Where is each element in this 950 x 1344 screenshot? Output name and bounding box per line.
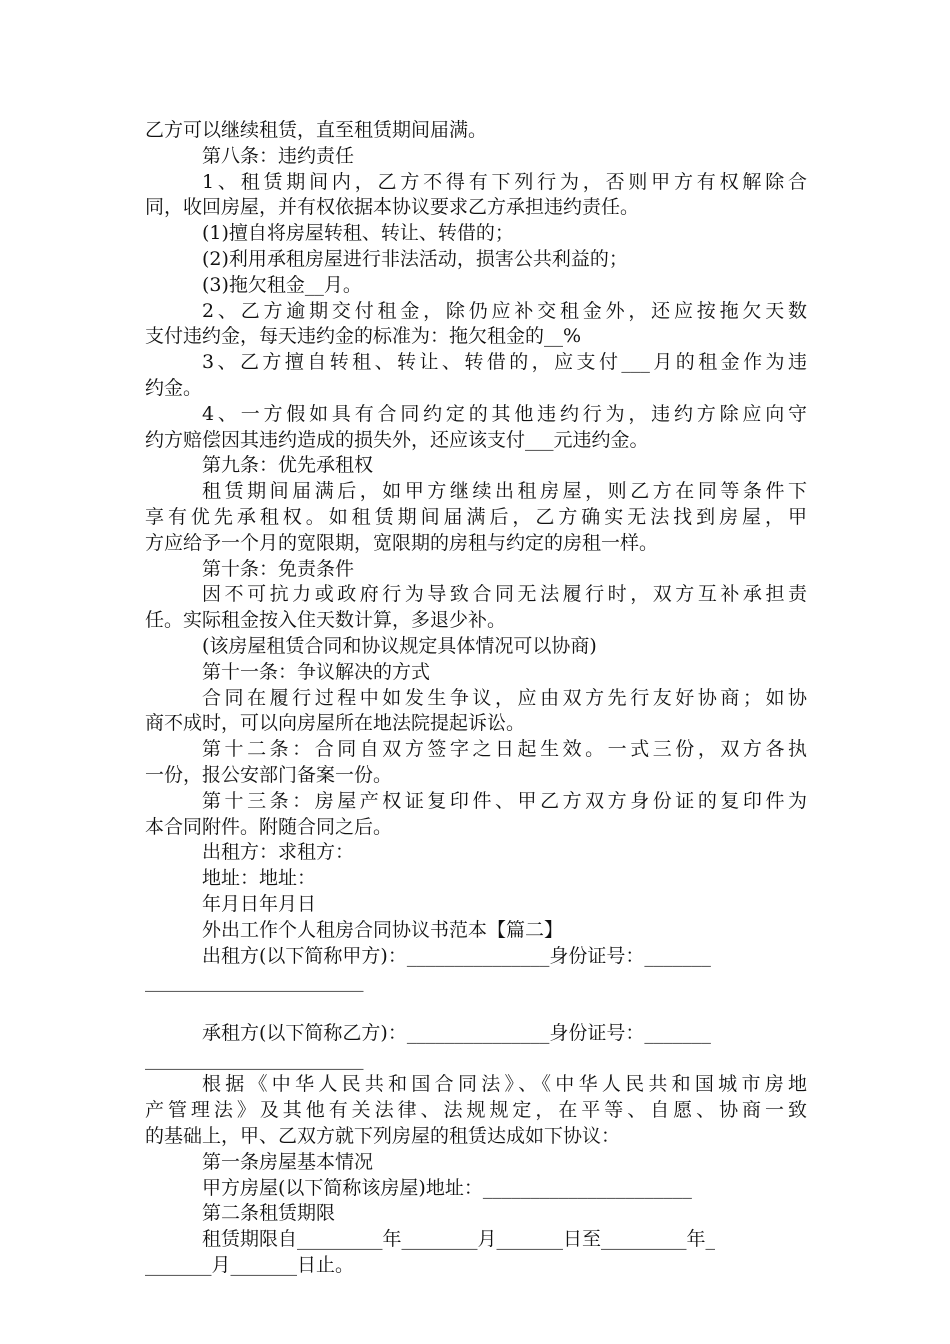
paragraph-line: 第九条：优先承租权 [202,454,374,477]
paragraph-line: 第二条租赁期限 [202,1202,336,1225]
paragraph-line: 3、乙方擅自转租、转让、转借的，应支付___月的租金作为违 [202,351,807,374]
paragraph-line: 第十三条：房屋产权证复印件、甲乙方双方身份证的复印件为 [202,789,807,812]
paragraph-line: 第十一条：争议解决的方式 [202,660,431,683]
paragraph-line: 租赁期限自_________年________月_______日至_________年_ [202,1228,716,1251]
paragraph-line: 2、乙方逾期交付租金，除仍应补交租金外，还应按拖欠天数 [202,299,807,322]
paragraph-line: 根据《中华人民共和国合同法》、《中华人民共和国城市房地 [202,1073,807,1096]
paragraph-line: 外出工作个人租房合同协议书范本【篇二】 [202,918,564,941]
paragraph-line: 甲方房屋(以下简称该房屋)地址：______________________ [202,1176,692,1199]
paragraph-line: 本合同附件。附随合同之后。 [145,815,393,838]
paragraph-line: 商不成时，可以向房屋所在地法院提起诉讼。 [145,712,526,735]
paragraph-line: (该房屋租赁合同和协议规定具体情况可以协商) [202,634,597,657]
paragraph-line: 乙方可以继续租赁，直至租赁期间届满。 [145,119,488,141]
paragraph-line: 产管理法》及其他有关法律、法规规定，在平等、自愿、协商一致 [145,1099,807,1122]
paragraph-line: 方应给予一个月的宽限期，宽限期的房租与约定的房租一样。 [145,531,659,554]
paragraph-line: 年月日年月日 [202,892,317,915]
paragraph-line: 4、一方假如具有合同约定的其他违约行为，违约方除应向守 [202,402,807,425]
paragraph-line: 一份，报公安部门备案一份。 [145,763,393,786]
paragraph-line: 因不可抗力或政府行为导致合同无法履行时，双方互补承担责 [202,583,807,606]
paragraph-line: 第一条房屋基本情况 [202,1150,374,1173]
paragraph-line: (1)擅自将房屋转租、转让、转借的； [202,222,514,245]
paragraph-line: 出租方：求租方： [202,841,355,864]
paragraph-line: 享有优先承租权。如租赁期间届满后，乙方确实无法找到房屋，甲 [145,505,807,528]
paragraph-line: 出租方(以下简称甲方)：_______________身份证号：_______ [202,944,711,967]
paragraph-line: 第十二条：合同自双方签字之日起生效。一式三份，双方各执 [202,738,807,761]
paragraph-line: 约金。 [145,376,203,399]
paragraph-line: 支付违约金，每天违约金的标准为：拖欠租金的__% [145,325,582,348]
paragraph-line: 任。实际租金按入住天数计算，多退少补。 [145,609,507,632]
paragraph-line: (3)拖欠租金__月。 [202,273,362,296]
paragraph-line: _______________________ [145,1047,364,1070]
paragraph-line: 承租方(以下简称乙方)：_______________身份证号：_______ [202,1021,711,1044]
paragraph-line: 同，收回房屋，并有权依据本协议要求乙方承担违约责任。 [145,196,640,219]
paragraph-line: _______________________ [145,970,364,993]
blank-line [145,995,807,1021]
paragraph-line: 1、租赁期间内，乙方不得有下列行为，否则甲方有权解除合 [202,170,807,193]
paragraph-line: _______月_______日止。 [145,1254,355,1277]
paragraph-line: 的基础上，甲、乙双方就下列房屋的租赁达成如下协议： [145,1125,621,1148]
document-body [145,118,807,1279]
paragraph-line: 第八条：违约责任 [202,144,355,167]
paragraph-line: 租赁期间届满后，如甲方继续出租房屋，则乙方在同等条件下 [202,480,807,503]
paragraph-line: (2)利用承租房屋进行非法活动，损害公共利益的； [202,247,628,270]
paragraph-line: 第十条：免责条件 [202,557,355,580]
paragraph-line: 合同在履行过程中如发生争议，应由双方先行友好协商；如协 [202,686,807,709]
paragraph-line: 地址：地址： [202,867,317,890]
paragraph-line: 约方赔偿因其违约造成的损失外，还应该支付___元违约金。 [145,428,649,451]
